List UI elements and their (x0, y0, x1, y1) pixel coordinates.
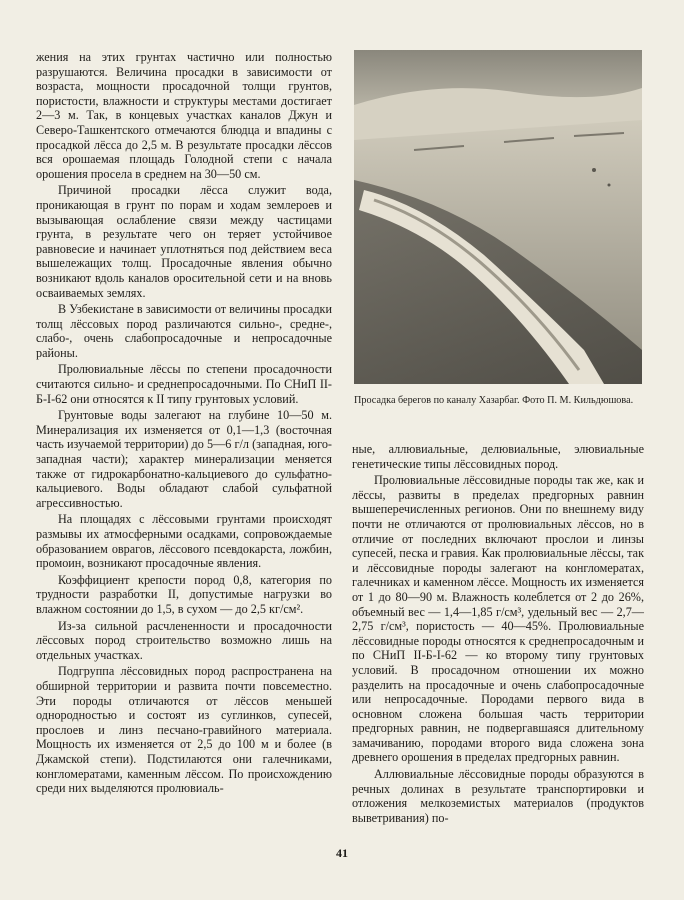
paragraph: жения на этих грунтах частично или полностью разрушаются. Величина просадки в зависимости от возраста, мощности просадочной толщи грунтов, пористости, влажности и структуры местами достигает 2—3 м. Так, в концевых участках каналов Джун и Северо-Ташкентского отмечаются блюдца и впадины с просадкой лёсса до 2,5 м. В результате просадки лёссов вся орошаемая площадь Голодной степи с начала орошения просела в среднем на 30—50 см. (36, 50, 332, 181)
paragraph: В Узбекистане в зависимости от величины просадки толщ лёссовых пород различаются сильно-, средне-, слабо-, очень слабопросадочные и непросадочные районы. (36, 302, 332, 360)
paragraph: Из-за сильной расчлененности и просадочности лёссовых пород строительство возможно лишь на отдельных участках. (36, 618, 332, 662)
paragraph: Аллювиальные лёссовидные породы образуются в речных долинах в результате транспортировки и отложения мелкоземистых материалов (продуктов выветривания) по- (352, 767, 644, 825)
paragraph: Грунтовые воды залегают на глубине 10—50 м. Минерализация их изменяется от 0,1—1,3 (восточная часть изучаемой территории) до 5—6 г/л (западная, юго-западная части); характер минерализации меняется также от гидрокарбонатно-кальциевого до сульфатно-кальциевого. Воды обладают слабой сульфатной агрессивностью. (36, 408, 332, 510)
paragraph: Пролювиальные лёссы по степени просадочности считаются сильно- и среднепросадочными. По СНиП II-Б-I-62 они относятся к II типу грунтовых условий. (36, 362, 332, 406)
page-number: 41 (336, 846, 348, 860)
paragraph: Пролювиальные лёссовидные породы так же, как и лёссы, развиты в пределах предгорных равнин вышеперечисленных регионов. Они по внешнему виду почти не отличаются от пролювиальных лёссов, но в отличие от последних включают прослои и линзы супесей, песка и гравия. Как пролювиальные лёссы, так и лёссовидные породы залегают на конгломератах, галечниках и каменном лёссе. Мощность их изменяется от 1 до 80—90 м. Влажность колеблется от 2 до 26%, объемный вес — 1,4—1,85 г/см³, удельный вес — 2,7—2,75 г/см³, пористость — 40—45%. Пролювиальные лёссовидные породы относятся к среднепросадочным и по СНиП II-Б-I-62 — ко второму типу грунтовых условий. В просадочном отношении их можно разделить на просадочные и очень слабопросадочные или непросадочные. Породами первого вида в основном сложена большая часть территории предгорных равнин, не подвергавшаяся длительному замачиванию, породами второго вида сложена зона древнего орошения в пределах предгорных равнин. (352, 473, 644, 765)
paragraph: Причиной просадки лёсса служит вода, проникающая в грунт по порам и ходам землероев и вызывающая ослабление связи между частицами грунта, в результате чего он теряет устойчивое равновесие и начинает уплотняться под действием веса вышележащих толщ. Просадочные явления обычно возникают вдоль каналов оросительной сети и на вновь осваиваемых землях. (36, 183, 332, 300)
paragraph: ные, аллювиальные, делювиальные, элювиальные генетические типы лёссовидных пород. (352, 442, 644, 471)
paragraph: Коэффициент крепости пород 0,8, категория по трудности разработки II, допустимые нагрузки во влажном состоянии до 1,5, в сухом — до 2,5 кг/см². (36, 572, 332, 616)
left-text-column (36, 50, 332, 796)
paragraph: Подгруппа лёссовидных пород распространена на обширной территории и развита почти повсеместно. Эти породы отличаются от лёссов меньшей однородностью и состоят из суглинков, супесей, прослоев и линз песчано-гравийного материала. Мощность их изменяется от 2,5 до 100 м и более (в Джамской степи). Подстилаются они галечниками, конгломератами, каменным лёссом. По происхождению среди них выделяются пролювиаль- (36, 664, 332, 796)
photo-caption: Просадка берегов по каналу Хазарбаг. Фото П. М. Кильдюшова. (354, 395, 634, 406)
right-text-column (352, 442, 644, 825)
paragraph: На площадях с лёссовыми грунтами происходят размывы их атмосферными осадками, сопровождаемые образованием оврагов, лёссового псевдокарста, ложбин, промоин, возникают просадочные явления. (36, 512, 332, 571)
canal-bank-photo (354, 50, 642, 384)
